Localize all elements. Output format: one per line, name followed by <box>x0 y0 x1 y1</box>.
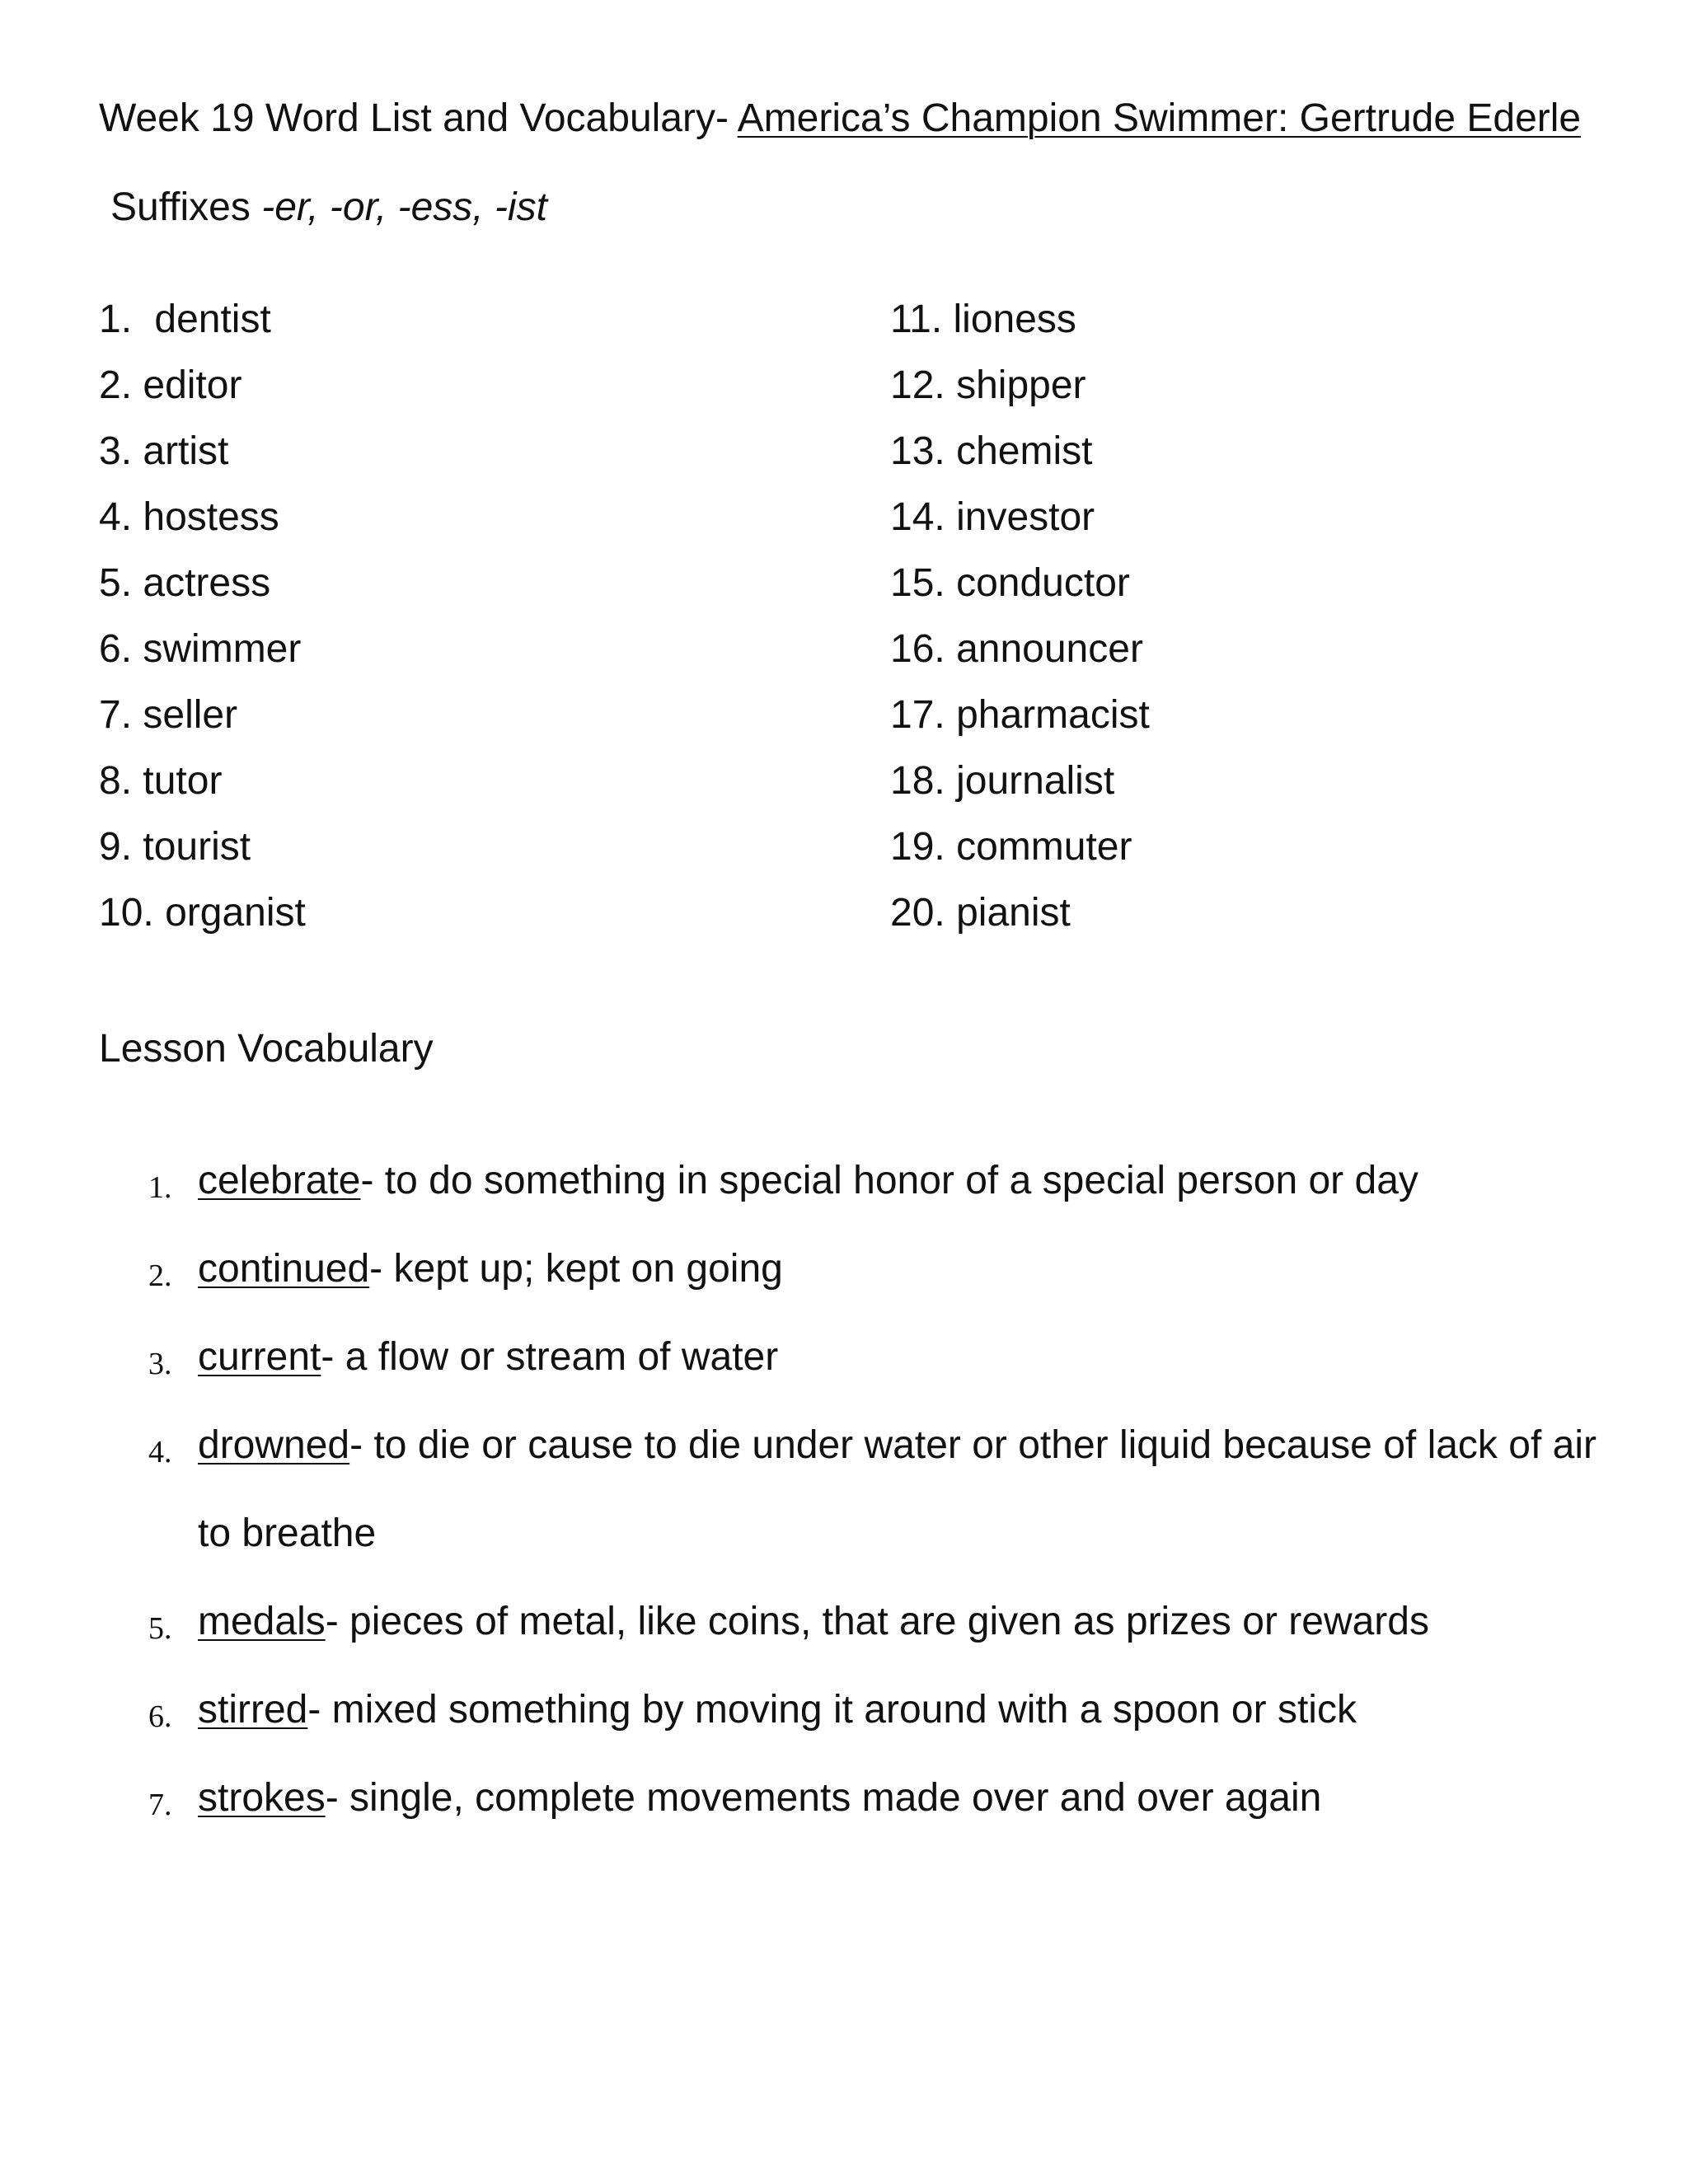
word-list-right-column <box>890 297 1150 956</box>
vocab-term: stirred <box>198 1688 308 1732</box>
word-text: journalist <box>956 759 1115 803</box>
word-list-item <box>890 494 1150 560</box>
word-list-item <box>890 824 1150 890</box>
word-number: 4. <box>99 495 133 539</box>
vocab-definition: - kept up; kept on going <box>369 1247 783 1291</box>
vocabulary-item <box>0 1422 1688 1599</box>
vocab-number: 2. <box>148 1258 172 1293</box>
word-list-item <box>890 297 1150 363</box>
vocab-definition: - to do something in special honor of a special person or day <box>360 1159 1418 1202</box>
word-list-item <box>99 297 306 363</box>
word-number: 16. <box>890 627 945 671</box>
vocab-number: 5. <box>148 1611 172 1646</box>
word-text: chemist <box>956 429 1093 473</box>
word-number: 1. <box>99 298 133 341</box>
word-text: shipper <box>956 363 1086 407</box>
word-text: tutor <box>143 759 223 803</box>
word-number: 18. <box>890 759 945 803</box>
word-list-item <box>99 626 306 692</box>
word-number: 5. <box>99 561 133 605</box>
story-title: America’s Champion Swimmer: Gertrude Ederle <box>737 96 1582 140</box>
word-text: dentist <box>154 298 271 341</box>
word-number: 8. <box>99 759 133 803</box>
word-number: 3. <box>99 429 133 473</box>
vocabulary-heading: Lesson Vocabulary <box>99 1027 434 1071</box>
word-text: editor <box>143 363 242 407</box>
word-list-item <box>99 560 306 626</box>
vocab-term: drowned <box>198 1423 350 1467</box>
vocab-entry <box>198 1246 783 1292</box>
word-text: artist <box>143 429 229 473</box>
vocab-definition: - pieces of metal, like coins, that are given as prizes or rewards <box>325 1600 1429 1643</box>
vocab-definition: - a flow or stream of water <box>321 1335 779 1379</box>
word-list-item <box>99 824 306 890</box>
vocab-definition: - single, complete movements made over and over again <box>325 1776 1322 1820</box>
word-number: 14. <box>890 495 945 539</box>
word-list-item <box>99 692 306 758</box>
vocabulary-item <box>0 1334 1688 1422</box>
vocab-entry <box>198 1158 1418 1204</box>
vocab-definition: - to die or cause to die under water or other liquid because of lack of air <box>349 1423 1597 1467</box>
word-number: 17. <box>890 693 945 737</box>
vocab-number: 1. <box>148 1170 172 1205</box>
vocab-definition: - mixed something by moving it around with a spoon or stick <box>307 1688 1357 1732</box>
word-list-item <box>99 429 306 494</box>
word-number: 7. <box>99 693 133 737</box>
vocab-number: 3. <box>148 1347 172 1381</box>
vocabulary-item <box>0 1158 1688 1246</box>
word-number: 20. <box>890 891 945 935</box>
word-list-item <box>890 560 1150 626</box>
word-number: 2. <box>99 363 133 407</box>
word-number: 19. <box>890 825 945 869</box>
word-list-item <box>890 692 1150 758</box>
vocab-number: 7. <box>148 1788 172 1822</box>
word-number: 9. <box>99 825 133 869</box>
word-text: actress <box>143 561 271 605</box>
vocabulary-item <box>0 1246 1688 1334</box>
vocab-entry <box>198 1775 1321 1821</box>
word-list-item <box>99 363 306 429</box>
word-text: pharmacist <box>956 693 1150 737</box>
word-number: 6. <box>99 627 133 671</box>
word-list-item <box>890 626 1150 692</box>
vocab-entry <box>198 1599 1429 1645</box>
word-number: 11. <box>890 298 943 341</box>
page-title <box>99 96 1581 141</box>
word-text: announcer <box>956 627 1143 671</box>
vocabulary-item <box>0 1687 1688 1775</box>
vocab-entry <box>198 1687 1357 1733</box>
vocab-term: current <box>198 1335 321 1379</box>
vocab-number: 6. <box>148 1699 172 1734</box>
vocabulary-item <box>0 1775 1688 1863</box>
word-list-left-column <box>99 297 306 956</box>
vocab-term: medals <box>198 1600 326 1643</box>
word-text: lioness <box>953 298 1076 341</box>
word-list-item <box>99 890 306 956</box>
subtitle-suffixes: -er, -or, -ess, -ist <box>261 185 547 229</box>
vocab-term: continued <box>198 1247 370 1291</box>
word-list-item <box>890 429 1150 494</box>
word-number: 12. <box>890 363 945 407</box>
vocabulary-list <box>0 1158 1688 1863</box>
word-text: seller <box>143 693 238 737</box>
vocab-definition-continuation: to breathe <box>198 1511 377 1555</box>
suffix-subtitle <box>110 185 547 230</box>
word-text: hostess <box>143 495 279 539</box>
word-text: swimmer <box>143 627 302 671</box>
word-number: 13. <box>890 429 945 473</box>
vocab-entry <box>198 1334 778 1380</box>
word-text: conductor <box>956 561 1130 605</box>
word-number: 10. <box>99 891 154 935</box>
word-text: tourist <box>143 825 251 869</box>
word-list-item <box>890 890 1150 956</box>
word-text: commuter <box>956 825 1132 869</box>
word-list-item <box>99 758 306 824</box>
vocab-term: celebrate <box>198 1159 361 1202</box>
vocabulary-item <box>0 1599 1688 1687</box>
vocab-entry <box>198 1422 1597 1469</box>
vocab-number: 4. <box>148 1435 172 1469</box>
word-list-item <box>890 758 1150 824</box>
word-text: pianist <box>956 891 1071 935</box>
word-number: 15. <box>890 561 945 605</box>
word-list-item <box>890 363 1150 429</box>
word-list-item <box>99 494 306 560</box>
subtitle-label: Suffixes <box>110 185 262 229</box>
vocab-term: strokes <box>198 1776 326 1820</box>
title-prefix: Week 19 Word List and Vocabulary- <box>99 96 738 140</box>
word-text: organist <box>165 891 306 935</box>
word-text: investor <box>956 495 1095 539</box>
